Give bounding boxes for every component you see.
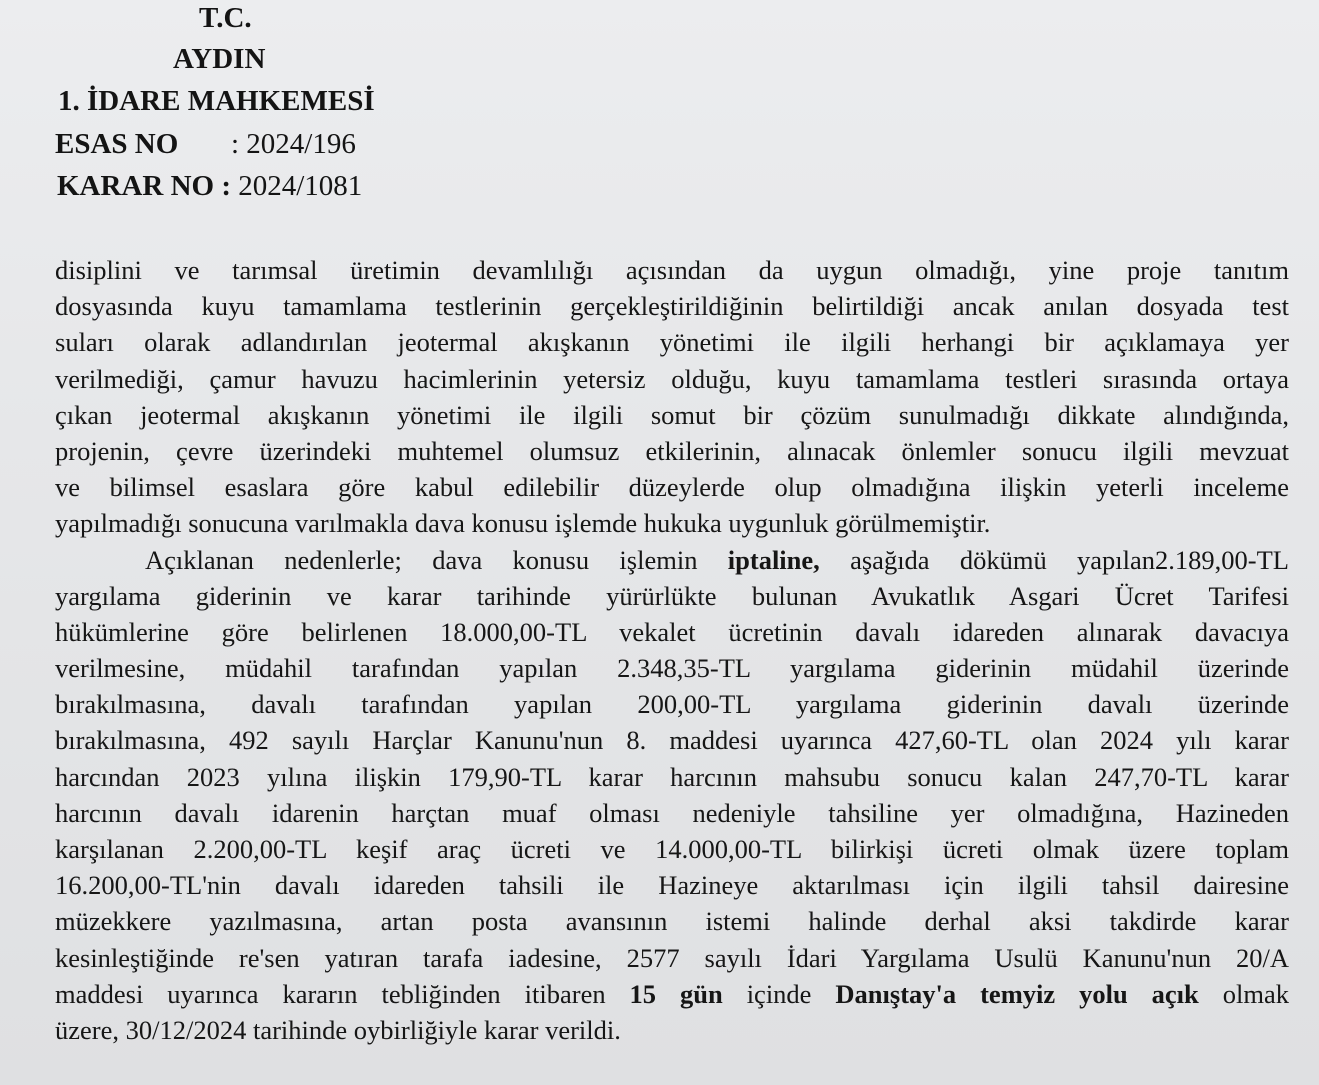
text-line: yapılmadığı sonucuna varılmakla dava konusu işlemde hukuka uygunluk görülmemiştir. (55, 508, 991, 539)
text-line: 16.200,00-TL'nin davalı idareden tahsili ile Hazineye aktarılması için ilgili tahsil dairesine (55, 870, 1289, 901)
paragraph-judgment (55, 542, 1289, 1049)
bold-15-gun: 15 gün (629, 978, 723, 1009)
header-city: AYDIN (173, 43, 266, 75)
bold-danistay-temyiz: Danıştay'a temyiz yolu açık (835, 978, 1199, 1009)
bold-iptaline: iptaline, (727, 544, 820, 575)
text-line: suları olarak adlandırılan jeotermal akışkanın yönetimi ile ilgili herhangi bir açıklamaya yer (55, 327, 1289, 358)
text-line: hükümlerine göre belirlenen 18.000,00-TL vekalet ücretinin davalı idareden alınarak davacıya (55, 616, 1289, 647)
text-line: disiplini ve tarımsal üretimin devamlılığı açısından da uygun olmadığı, yine proje tanıtım (55, 255, 1289, 285)
paragraph-reasoning (55, 252, 1289, 542)
text-line (55, 542, 1289, 578)
text-line: bırakılmasına, davalı tarafından yapılan 200,00-TL yargılama giderinin davalı üzerinde (55, 689, 1289, 720)
esas-no-row (55, 130, 356, 159)
esas-no-label: ESAS NO (55, 128, 179, 160)
text-line: verilmediği, çamur havuzu hacimlerinin yetersiz olduğu, kuyu tamamlama testleri sırasında ortaya (55, 363, 1289, 394)
decision-body (55, 252, 1289, 1048)
text-line: verilmesine, müdahil tarafından yapılan 2.348,35-TL yargılama giderinin müdahil üzerinde (55, 653, 1289, 684)
text-line: çıkan jeotermal akışkanın yönetimi ile ilgili somut bir çözüm sunulmadığı dikkate alındığında, (55, 399, 1289, 430)
esas-no-value: : 2024/196 (231, 128, 356, 160)
text-segment: aşağıda dökümü yapılan2.189,00-TL (819, 544, 1289, 575)
text-line: projenin, çevre üzerindeki muhtemel olumsuz etkilerinin, alınacak önlemler sonucu ilgili mevzuat (55, 435, 1289, 466)
text-line: yargılama giderinin ve karar tarihinde yürürlükte bulunan Avukatlık Asgari Ücret Tarifesi (55, 580, 1289, 611)
text-line: harcından 2023 yılına ilişkin 179,90-TL karar harcının mahsubu sonucu kalan 247,70-TL karar (55, 761, 1289, 792)
text-segment: olmak (1198, 978, 1289, 1009)
karar-no-row (57, 172, 362, 201)
header-court-name: 1. İDARE MAHKEMESİ (58, 85, 375, 117)
karar-no-value: 2024/1081 (231, 170, 363, 202)
header-tc: T.C. (199, 2, 252, 34)
text-line: karşılanan 2.200,00-TL keşif araç ücreti ve 14.000,00-TL bilirkişi ücreti olmak üzere toplam (55, 834, 1289, 864)
text-line (55, 976, 1289, 1012)
text-segment: maddesi uyarınca kararın tebliğinden itibaren (55, 978, 630, 1009)
karar-no-label: KARAR NO : (57, 170, 231, 202)
text-line: bırakılmasına, 492 sayılı Harçlar Kanunu'nun 8. maddesi uyarınca 427,60-TL olan 2024 yılı karar (55, 725, 1289, 756)
text-segment: içinde (722, 978, 836, 1009)
text-segment: Açıklanan nedenlerle; dava konusu işlemin (145, 544, 728, 575)
text-line: dosyasında kuyu tamamlama testlerinin gerçekleştirildiğinin belirtildiği ancak anılan dosyada test (55, 291, 1289, 322)
text-line: müzekkere yazılmasına, artan posta avansının istemi halinde derhal aksi takdirde karar (55, 906, 1289, 937)
text-line: ve bilimsel esaslara göre kabul edilebilir düzeylerde olup olmadığına ilişkin yeterli inceleme (55, 472, 1289, 503)
text-line: üzere, 30/12/2024 tarihinde oybirliğiyle karar verildi. (55, 1014, 621, 1045)
text-line: harcının davalı idarenin harçtan muaf olması nedeniyle tahsiline yer olmadığına, Hazineden (55, 797, 1289, 828)
text-line: kesinleştiğinde re'sen yatıran tarafa iadesine, 2577 sayılı İdari Yargılama Usulü Kanunu'nun 20/A (55, 942, 1289, 973)
